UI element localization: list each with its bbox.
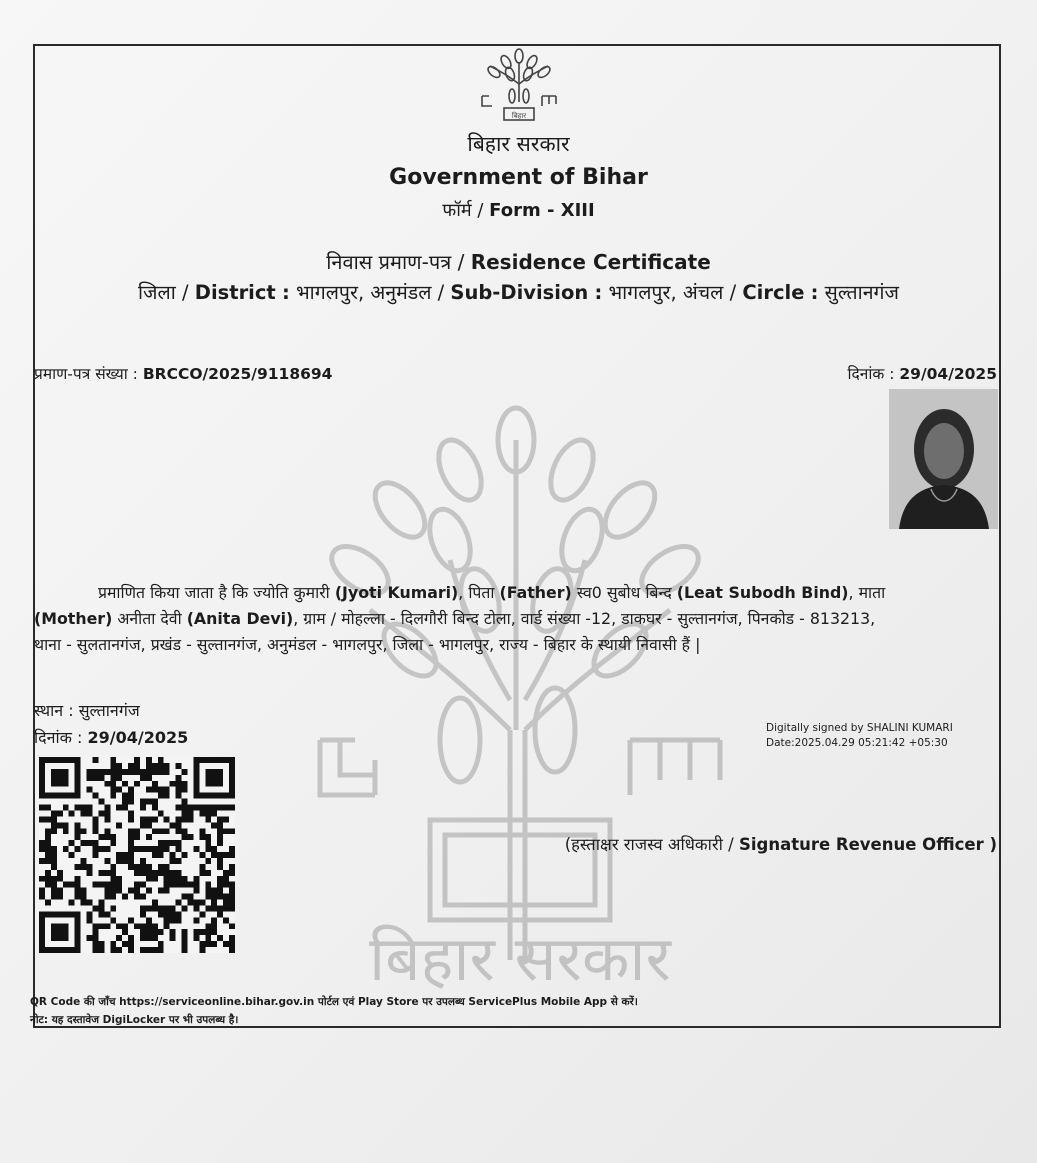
circle-value: सुल्तानगंज [824,281,899,304]
place-line: स्थान : सुल्तानगंज [34,701,140,720]
issue-date-label: दिनांक [847,365,885,383]
subdivision-label-english: Sub-Division [450,281,589,304]
body-line-2 [34,606,996,632]
footer-digilocker-note: नोट: यह दस्तावेज DigiLocker पर भी उपलब्ध है। [30,1014,239,1026]
signature-caption-hindi: (हस्ताक्षर राजस्व अधिकारी / [564,835,734,854]
issue-date: दिनांक : 29/04/2025 [847,365,997,383]
jurisdiction-line: जिला / District : भागलपुर, अनुमंडल / Sub-Division : भागलपुर, अंचल / Circle : सुल्तानगंज [138,281,899,304]
certificate-title: निवास प्रमाण-पत्र / Residence Certificate [326,250,711,274]
body-mother-label: , माता [848,583,886,602]
place-date-value: 29/04/2025 [87,728,189,747]
circle-label-hindi: अंचल [682,281,724,304]
place-label: स्थान [34,701,64,720]
applicant-photo [889,389,998,529]
certificate-title-english: Residence Certificate [470,250,711,274]
body-applicant-name: (Jyoti Kumari) [334,583,459,602]
place-date-line: दिनांक : 29/04/2025 [34,728,189,747]
certificate-number-value: BRCCO/2025/9118694 [142,365,333,383]
qr-finder-pattern-1 [39,757,81,799]
body-father-name: स्व0 सुबोध बिन्द [571,583,677,602]
body-line1-prefix: प्रमाणित किया जाता है कि ज्योति कुमारी [98,583,335,602]
body-mother-name-en: (Anita Devi) [186,609,294,628]
form-label-english: Form - XIII [489,200,595,221]
footer-notes [30,993,638,1029]
bihar-emblem-logo [476,44,562,122]
body-father-name-en: (Leat Subodh Bind) [676,583,849,602]
certificate-number: प्रमाण-पत्र संख्या : BRCCO/2025/9118694 [34,365,333,383]
form-label-hindi: फॉर्म [442,200,472,221]
header-title-hindi: बिहार सरकार [467,132,570,156]
footer-qr-note: QR Code की जाँच https://serviceonline.bihar.gov.in पोर्टल एवं Play Store पर उपलब्ध ServicePlus Mobile App से करें। [30,996,638,1008]
district-value: भागलपुर [295,281,358,304]
body-mother-label-en: (Mother) [34,609,113,628]
digital-signature-date: Date:2025.04.29 05:21:42 +05:30 [766,737,948,749]
header-title-english: Government of Bihar [389,165,648,190]
certificate-title-hindi: निवास प्रमाण-पत्र [326,250,452,274]
body-line-1 [34,580,996,606]
watermark-text: बिहार सरकार [369,922,671,995]
subdivision-label-hindi: अनुमंडल [370,281,432,304]
issue-date-value: 29/04/2025 [899,365,997,383]
qr-code[interactable] [38,757,236,953]
body-address: , ग्राम / मोहल्ला - दिलगौरी बिन्द टोला, वार्ड संख्या -12, डाकघर - सुल्तानगंज, पिनकोड - 813213, [293,609,876,628]
district-label-english: District [194,281,276,304]
digital-signature-signer: Digitally signed by SHALINI KUMARI [766,722,953,734]
circle-label-english: Circle [742,281,805,304]
body-father-label-en: (Father) [499,583,572,602]
subdivision-value: भागलपुर [608,281,671,304]
body-father-label: , पिता [458,583,500,602]
signature-caption [565,832,997,855]
qr-finder-pattern-3 [39,911,81,953]
certificate-body [34,580,996,658]
form-number: फॉर्म / Form - XIII [442,200,595,221]
signature-caption-english: Signature Revenue Officer ) [738,835,997,854]
digital-signature [766,721,953,751]
qr-finder-pattern-2 [193,757,235,799]
body-line-3: थाना - सुलतानगंज, प्रखंड - सुल्तानगंज, अनुमंडल - भागलपुर, जिला - भागलपुर, राज्य - बिहार के स्थायी निवासी हैं | [34,635,701,654]
place-date-block [34,697,188,751]
certificate-number-label: प्रमाण-पत्र संख्या [34,365,128,383]
body-mother-name: अनीता देवी [112,609,187,628]
place-value: सुल्तानगंज [78,701,140,720]
emblem-lettering: बिहार [511,112,527,120]
place-date-label: दिनांक [34,728,72,747]
district-label-hindi: जिला [138,281,176,304]
